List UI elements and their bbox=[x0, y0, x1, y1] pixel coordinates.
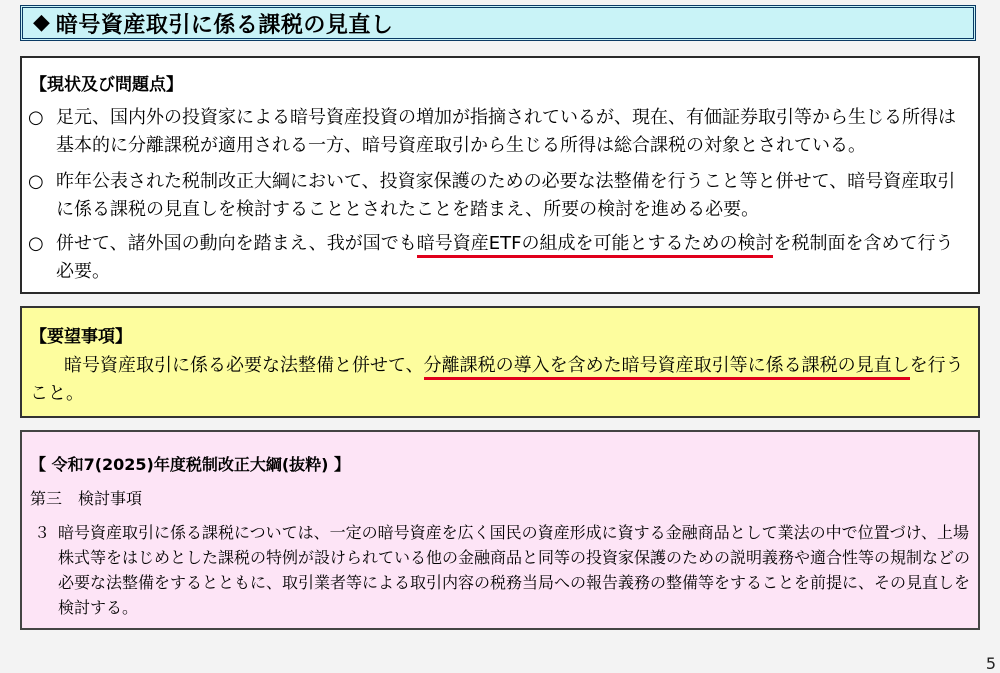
request-text bbox=[30, 352, 970, 408]
outline-heading: 【 令和7(2025)年度税制改正大綱(抜粋) 】 bbox=[30, 455, 351, 474]
issue-bullet-2 bbox=[22, 168, 968, 224]
outline-section: 第三 検討事項 bbox=[30, 489, 143, 508]
circle-bullet-icon: ○ bbox=[28, 107, 44, 128]
circle-bullet-icon: ○ bbox=[28, 171, 44, 192]
request-box bbox=[20, 306, 980, 418]
circle-bullet-icon: ○ bbox=[28, 233, 44, 254]
page-number: 5 bbox=[985, 654, 996, 673]
issue-text-3-before: 併せて、諸外国の動向を踏まえ、我が国でも bbox=[56, 233, 417, 254]
diamond-icon: ◆ bbox=[33, 10, 50, 35]
issue-bullet-1 bbox=[22, 104, 968, 160]
request-heading: 【要望事項】 bbox=[30, 327, 132, 347]
outline-item-text: 暗号資産取引に係る課税については、一定の暗号資産を広く国民の資産形成に資する金融商品として業法の中で位置づけ、上場株式等をはじめとした課税の特例が設けられている他の金融商品と同等の投資家保護のための説明義務や適合性等の規制などの必要な法整備をするとともに、取引業者等による取引内容の税務当局への報告義務の整備等をすることを前提に、その見直しを検討する。 bbox=[58, 523, 971, 617]
outline-item-3 bbox=[30, 520, 970, 620]
page-title: 暗号資産取引に係る課税の見直し bbox=[55, 12, 394, 38]
issue-text-2: 昨年公表された税制改正大綱において、投資家保護のための必要な法整備を行うこと等と併せて、暗号資産取引に係る課税の見直しを検討することとされたことを踏まえ、所要の検討を進める必要。 bbox=[56, 171, 956, 220]
issue-text-1: 足元、国内外の投資家による暗号資産投資の増加が指摘されているが、現在、有価証券取引等から生じる所得は基本的に分離課税が適用される一方、暗号資産取引から生じる所得は総合課税の対象とされている。 bbox=[56, 107, 956, 156]
etf-underlined-text: 暗号資産ETFの組成を可能とするための検討 bbox=[417, 233, 774, 258]
outline-excerpt-box bbox=[20, 430, 980, 630]
request-text-before: 暗号資産取引に係る必要な法整備と併せて、 bbox=[64, 355, 424, 376]
current-issues-heading: 【現状及び問題点】 bbox=[30, 75, 183, 95]
separate-tax-underlined-text: 分離課税の導入を含めた暗号資産取引等に係る課税の見直し bbox=[424, 355, 910, 380]
issue-text-3 bbox=[56, 230, 968, 286]
current-issues-box bbox=[20, 56, 980, 294]
page-title-bar bbox=[20, 5, 976, 41]
outline-item-number: ３ bbox=[34, 523, 51, 542]
issue-text-3-after: を税制面を含めて行う必要。 bbox=[56, 233, 954, 282]
request-text-after: を行うこと。 bbox=[30, 355, 964, 404]
issue-bullet-3 bbox=[22, 230, 968, 286]
